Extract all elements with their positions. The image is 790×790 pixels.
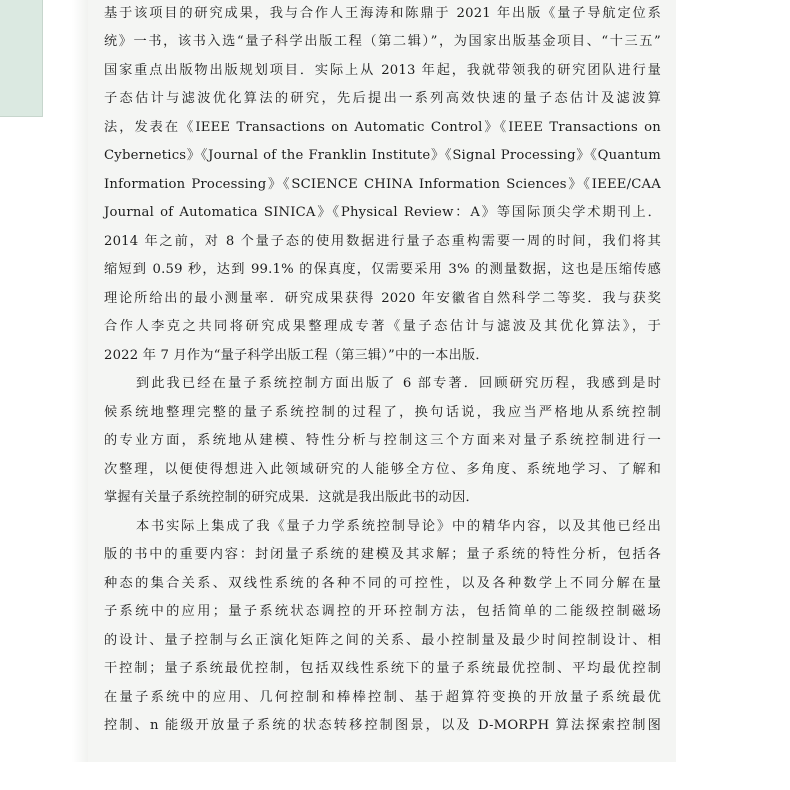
page-edge-shadow [72, 0, 88, 762]
side-color-tab [0, 0, 43, 117]
text-line: 法，发表在《IEEE Transactions on Automatic Control》《IEEE Transactions on [104, 120, 661, 135]
text-line: 基于该项目的研究成果，我与合作人王海涛和陈鼎于 2021 年出版《量子导航定位系 [104, 6, 661, 21]
paragraph-start-line: 本书实际上集成了我《量子力学系统控制导论》中的精华内容，以及其他已经出 [136, 519, 661, 534]
text-line: Journal of Automatica SINICA》《Physical Review：A》等国际顶尖学术期刊上． [104, 205, 661, 220]
text-line: 的专业方面，系统地从建模、特性分析与控制这三个方面来对量子系统控制进行一 [104, 433, 661, 448]
text-line: 统》一书，该书入选“量子科学出版工程（第二辑）”，为国家出版基金项目、“十三五” [104, 34, 661, 49]
text-line: 国家重点出版物出版规划项目．实际上从 2013 年起，我就带领我的研究团队进行量 [104, 63, 661, 78]
text-line: 在量子系统中的应用、几何控制和棒棒控制、基于超算符变换的开放量子系统最优 [104, 690, 661, 705]
text-line: 版的书中的重要内容：封闭量子系统的建模及其求解；量子系统的特性分析，包括各 [104, 547, 661, 562]
paragraph-start-line: 到此我已经在量子系统控制方面出版了 6 部专著．回顾研究历程，我感到是时 [136, 376, 661, 391]
text-line: 子系统中的应用；量子系统状态调控的开环控制方法，包括简单的二能级控制磁场 [104, 604, 661, 619]
text-line: 2014 年之前，对 8 个量子态的使用数据进行量子态重构需要一周的时间，我们将其 [104, 234, 661, 249]
text-line: 2022 年 7 月作为“量子科学出版工程（第三辑）”中的一本出版． [104, 348, 489, 363]
text-line: 种态的集合关系、双线性系统的各种不同的可控性，以及各种数学上不同分解在量 [104, 576, 661, 591]
text-line: 子态估计与滤波优化算法的研究，先后提出一系列高效快速的量子态估计及滤波算 [104, 91, 661, 106]
text-line: 干控制；量子系统最优控制，包括双线性系统下的量子系统最优控制、平均最优控制 [104, 661, 661, 676]
text-line: Cybernetics》《Journal of the Franklin Institute》《Signal Processing》《Quantum [104, 148, 661, 163]
text-line: Information Processing》《SCIENCE CHINA Information Sciences》《IEEE/CAA [104, 177, 661, 192]
text-line: 次整理，以便使得想进入此领域研究的人能够全方位、多角度、系统地学习、了解和 [104, 462, 661, 477]
text-line: 合作人李克之共同将研究成果整理成专著《量子态估计与滤波及其优化算法》，于 [104, 319, 661, 334]
text-line: 缩短到 0.59 秒，达到 99.1% 的保真度，仅需要采用 3% 的测量数据，这也是压缩传感 [104, 262, 661, 277]
text-line: 掌握有关量子系统控制的研究成果．这就是我出版此书的动因． [104, 490, 479, 505]
text-line: 理论所给出的最小测量率．研究成果获得 2020 年安徽省自然科学二等奖．我与获奖 [104, 291, 661, 306]
text-line: 控制、n 能级开放量子系统的状态转移控制图景，以及 D-MORPH 算法探索控制图 [104, 718, 661, 733]
text-line: 的设计、量子控制与幺正演化矩阵之间的关系、最小控制量及最少时间控制设计、相 [104, 633, 661, 648]
text-line: 候系统地整理完整的量子系统控制的过程了，换句话说，我应当严格地从系统控制 [104, 405, 661, 420]
